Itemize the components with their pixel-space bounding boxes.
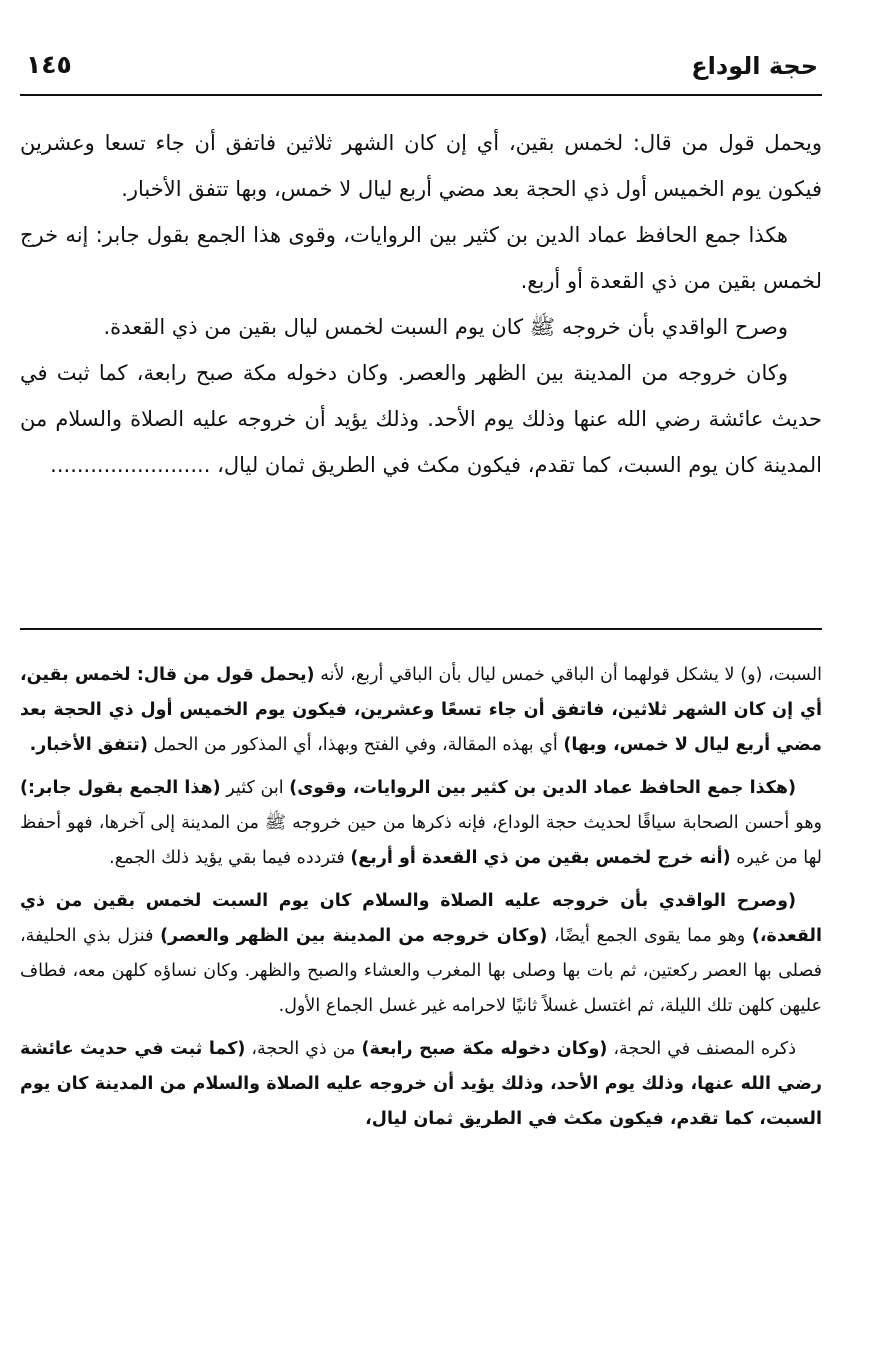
section-divider [20, 628, 822, 630]
commentary-paragraph-3 [20, 884, 822, 1024]
commentary-run: ذكره المصنف في الحجة، [607, 1039, 797, 1059]
page-number: ١٤٥ [26, 50, 72, 79]
quoted-main-text-run: (وصرح الواقدي بأن خروجه عليه الصلاة والسلام كان يوم السبت لخمس بقين من ذي القعدة،) [20, 891, 822, 946]
main-paragraph-4 [20, 350, 822, 488]
commentary-run: وهو مما يقوى الجمع أيضًا، [547, 926, 752, 946]
quoted-main-text-run: (يحمل قول من قال: لخمس بقين، أي إن كان الشهر ثلاثين، فاتفق أن جاء تسعًا وعشرين، فيكون يوم الخميس أول ذي الحجة بعد مضي أربع ليال لا خمس، وبها) [20, 665, 822, 755]
main-text [20, 120, 822, 488]
quoted-main-text-run: (تتفق الأخبار. [29, 735, 148, 755]
quoted-main-text-run: (هكذا جمع الحافظ عماد الدين بن كثير بين الروايات، وقوى) [289, 778, 796, 798]
commentary-run: من ذي الحجة، [245, 1039, 362, 1059]
commentary-paragraph-1 [20, 658, 822, 763]
book-page [20, 0, 822, 1367]
commentary-paragraph-2 [20, 771, 822, 876]
main-paragraph-4-text: وكان خروجه من المدينة بين الظهر والعصر. وكان دخوله مكة صبح رابعة، كما ثبت في حديث عائشة رضي الله عنها وذلك يوم الأحد. وذلك يؤيد أن خروجه عليه الصلاة والسلام من المدينة كان يوم السبت، كما تقدم، فيكون مكث في الطريق ثمان ليال، [20, 361, 822, 477]
commentary-run: وهو أحسن الصحابة سياقًا لحديث حجة الوداع، فإنه ذكرها من حين خروجه ﷺ من المدينة إلى آخرها، فهو أحفظ لها من غيره [20, 813, 822, 868]
quoted-main-text-run: (أنه خرج لخمس بقين من ذي القعدة أو أربع) [350, 848, 731, 868]
page-header [20, 48, 822, 96]
quoted-main-text-run: (وكان دخوله مكة صبح رابعة) [361, 1039, 608, 1059]
commentary-paragraph-4 [20, 1032, 822, 1137]
commentary-run: فتردده فيما بقي يؤيد ذلك الجمع. [109, 848, 351, 868]
main-paragraph-1: ويحمل قول من قال: لخمس بقين، أي إن كان الشهر ثلاثين فاتفق أن جاء تسعا وعشرين فيكون يوم الخميس أول ذي الحجة بعد مضي أربع ليال لا خمس، وبها تتفق الأخبار. [20, 131, 822, 201]
running-title: حجة الوداع [691, 52, 818, 80]
commentary-run: ابن كثير [220, 778, 290, 798]
main-paragraph-3: وصرح الواقدي بأن خروجه ﷺ كان يوم السبت لخمس ليال بقين من ذي القعدة. [103, 315, 788, 339]
commentary-run: فنزل بذي الحليفة، فصلى بها العصر ركعتين، ثم بات بها وصلى بها المغرب والعشاء والصبح والظهر. وكان نساؤه كلهن معه، فطاف عليهن كلهن تلك الليلة، ثم اغتسل غسلاً ثانيًا لاحرامه غير غسل الجماع الأول. [20, 926, 822, 1016]
commentary-run: أي بهذه المقالة، وفي الفتح وبهذا، أي المذكور من الحمل [147, 735, 564, 755]
continuation-dots: ........................ [50, 453, 211, 477]
main-paragraph-2: هكذا جمع الحافظ عماد الدين بن كثير بين الروايات، وقوى هذا الجمع بقول جابر: إنه خرج لخمس بقين من ذي القعدة أو أربع. [20, 223, 822, 293]
quoted-main-text-run: (كما ثبت في حديث عائشة رضي الله عنها، وذلك يوم الأحد، وذلك يؤيد أن خروجه عليه الصلاة والسلام من المدينة كان يوم السبت، كما تقدم، فيكون مكث في الطريق ثمان ليال، [20, 1039, 822, 1129]
commentary-text [20, 658, 822, 1145]
quoted-main-text-run: (هذا الجمع بقول جابر:) [20, 778, 221, 798]
commentary-run: السبت، (و) لا يشكل قولهما أن الباقي خمس ليال بأن الباقي أربع، لأنه [314, 665, 822, 685]
quoted-main-text-run: (وكان خروجه من المدينة بين الظهر والعصر) [160, 926, 548, 946]
